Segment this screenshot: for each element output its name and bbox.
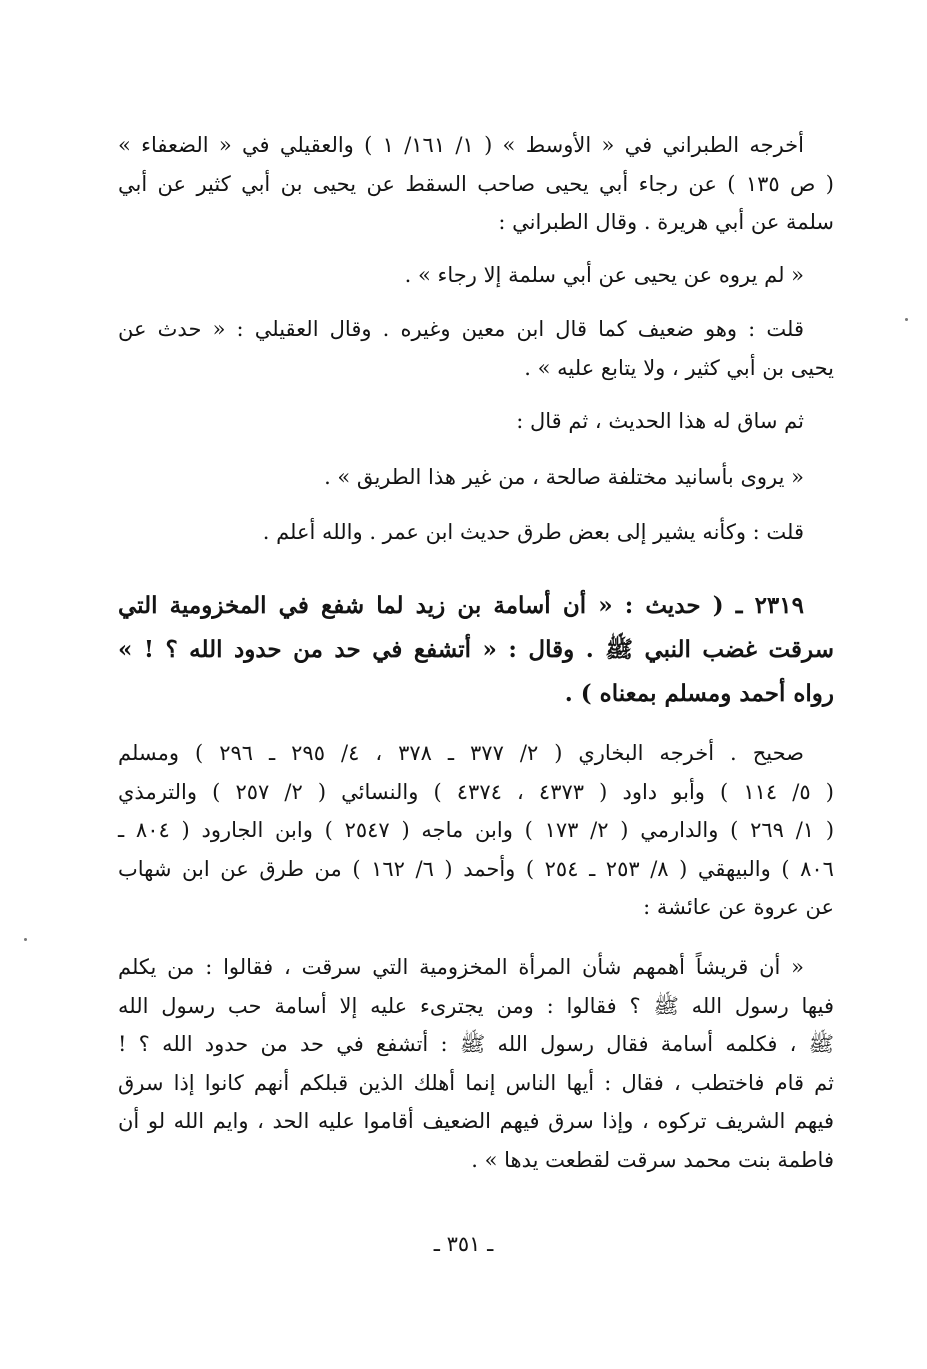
text-line: « لم يروه عن يحيى عن أبي سلمة إلا رجاء » . [404,263,804,287]
paragraph-matn [118,948,834,1179]
text-line: ( ٥/ ١١٤ ) وأبو داود ( ٤٣٧٣ ، ٤٣٧٤ ) والنسائي ( ٢/ ٢٥٧ ) والترمذي [118,779,834,804]
text-line: عن عروة عن عائشة : [643,895,834,919]
text-line: فاطمة بنت محمد سرقت لقطعت يدها » . [471,1147,834,1172]
text-line: فيهم الشريف تركوه ، وإذا سرق فيهم الضعيف أقاموا عليه الحد ، وايم الله لو أن [118,1109,834,1133]
quote-tabarani [118,256,834,295]
text-line: يحيى بن أبي كثير ، ولا يتابع عليه » . [524,355,834,380]
paragraph-takhrij-2 [118,734,834,927]
text-line: ثم قام فاختطب ، فقال : أيها الناس إنما أهلك الذين قبلكم أنهم كانوا إذا سرق [118,1070,834,1095]
text-line: « يروى بأسانيد مختلفة صالحة ، من غير هذا الطريق » . [324,465,804,489]
text-line: فيها رسول الله ﷺ ؟ فقالوا : ومن يجترىء عليه إلا أسامة حب رسول الله [118,993,834,1018]
text-line: قلت : وهو ضعيف كما قال ابن معين وغيره . وقال العقيلي : « حدث عن [118,317,804,341]
text-line: صحيح . أخرجه البخاري ( ٢/ ٣٧٧ ـ ٣٧٨ ، ٤/ ٢٩٥ ـ ٢٩٦ ) ومسلم [118,741,804,765]
paragraph-qultu-2 [118,513,834,552]
text-line: سلمة عن أبي هريرة . وقال الطبراني : [498,210,834,234]
text-line: قلت : وكأنه يشير إلى بعض طرق حديث ابن عمر . والله أعلم . [262,520,804,544]
paragraph-thumma [118,402,834,441]
scan-speck [905,318,908,321]
paragraph-qultu-1 [118,310,834,387]
text-line: أخرجه الطبراني في « الأوسط » ( ١/ ١٦١/ ١ ) والعقيلي في « الضعفاء » [118,133,804,157]
text-line: ثم ساق له هذا الحديث ، ثم قال : [516,409,804,433]
text-line: ( ١/ ٢٦٩ ) والدارمي ( ٢/ ١٧٣ ) وابن ماجه ( ٢٥٤٧ ) وابن الجارود ( ٨٠٤ ـ [118,818,835,842]
text-line: ( ص ١٣٥ ) عن رجاء أبي يحيى صاحب السقط عن يحيى بن أبي كثير عن أبي [118,171,834,196]
hadith-heading [118,584,834,716]
text-line: ٢٣١٩ ـ ( حديث : « أن أسامة بن زيد لما شفع في المخزومية التي [118,592,804,619]
scan-speck [24,938,27,941]
text-line: سرقت غضب النبي ﷺ . وقال : « أتشفع في حد من حدود الله ؟ ! » [118,636,834,663]
text-line: « أن قريشاً أهمهم شأن المرأة المخزومية التي سرقت ، فقالوا : من يكلم [118,955,804,979]
page-number: ـ ٣٥١ ـ [433,1232,494,1256]
quote-yurwa [118,458,834,497]
paragraph-takhrij-1 [118,126,834,242]
text-line: ﷺ ، فكلمه أسامة فقال رسول الله ﷺ : أتشفع في حد من حدود الله ؟ ! [118,1032,834,1056]
text-line: ٨٠٦ ) والبيهقي ( ٨/ ٢٥٣ ـ ٢٥٤ ) وأحمد ( ٦/ ١٦٢ ) من طرق عن ابن شهاب [118,856,834,881]
text-line: رواه أحمد ومسلم بمعناه ) . [564,680,834,707]
